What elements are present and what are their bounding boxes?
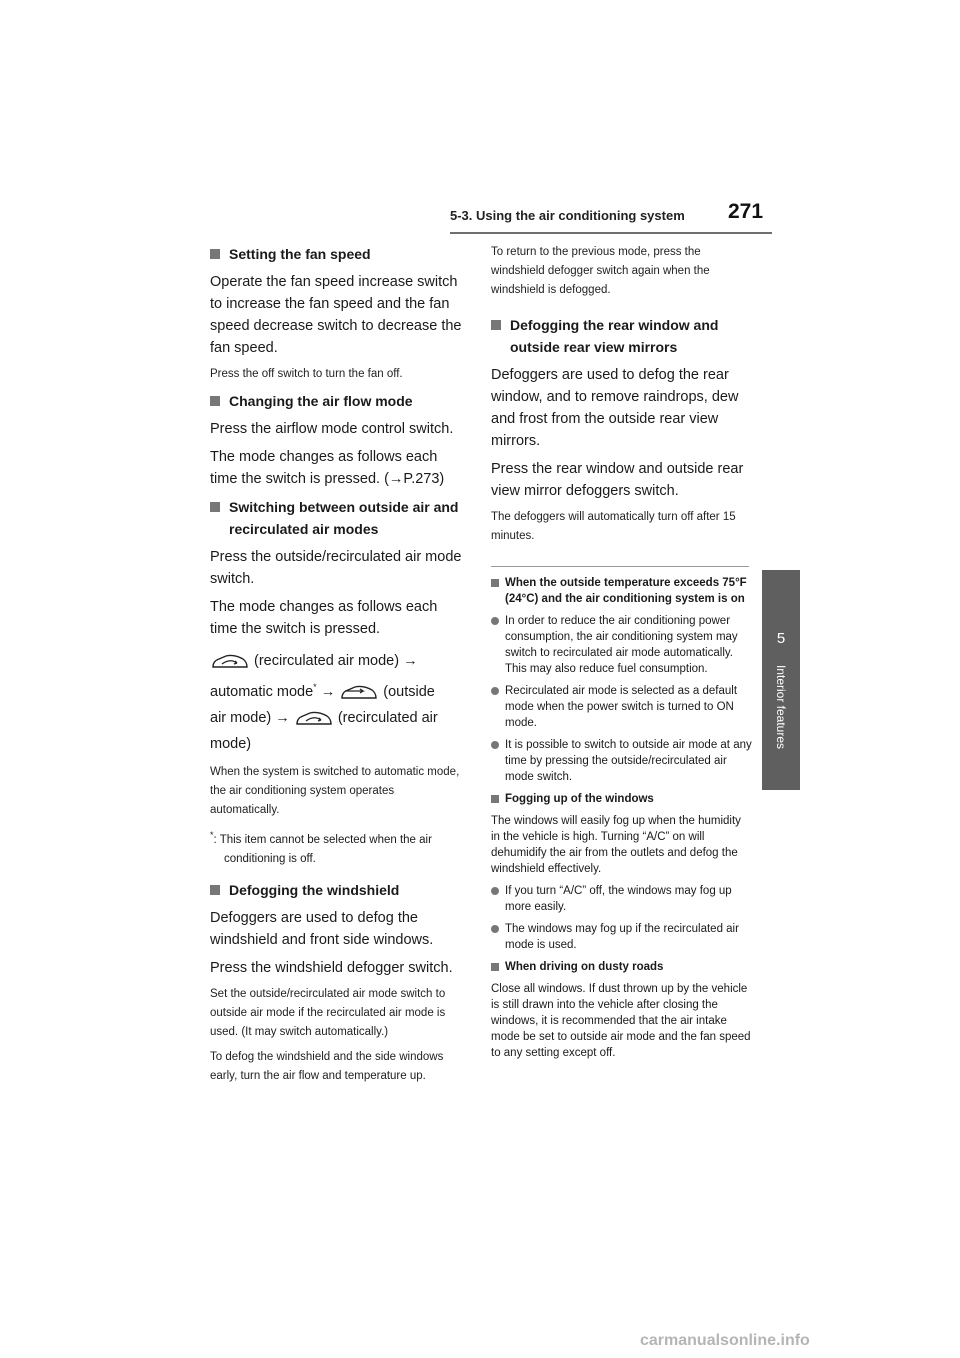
square-bullet-icon (491, 320, 501, 330)
square-bullet-icon (491, 795, 499, 803)
note-text: To return to the previous mode, press the windshield defogger switch again when the windshield is defogged. (491, 246, 710, 296)
note-heading: When the outside temperature exceeds 75°F (24°C) and the air conditioning system is on (491, 575, 753, 607)
note-paragraph: Close all windows. If dust thrown up by the vehicle is still drawn into the vehicle after closing the windows, it is recommended that the air intake mode be set to outside air mode and the fan speed to any setting except off. (491, 983, 751, 1059)
paragraph: Defoggers are used to defog the windshield and front side windows. (210, 909, 434, 948)
right-column (491, 243, 753, 1067)
note-text: When the system is switched to automatic mode, the air conditioning system operates automatically. (210, 765, 460, 816)
note-text: Press the off switch to turn the fan off. (210, 368, 403, 380)
note-paragraph: The windows will easily fog up when the humidity in the vehicle is high. Turning “A/C” on will dehumidify the air from the outlets and defog the windshield effectively. (491, 815, 741, 875)
paragraph: The mode changes as follows each time the switch is pressed. (→P.273) (210, 449, 445, 487)
paragraph: Press the windshield defogger switch. (210, 959, 453, 976)
chapter-number: 5 (776, 630, 786, 647)
bullet-item: In order to reduce the air conditioning power consumption, the air conditioning system may switch to recirculated air mode automatically. This may also reduce fuel consumption. (491, 613, 753, 677)
note-text: Set the outside/recirculated air mode switch to outside air mode if the recirculated air mode is used. (It may switch automatically.) (210, 987, 446, 1038)
paragraph: Press the outside/recirculated air mode switch. (210, 549, 462, 587)
watermark: carmanualsonline.info (640, 1332, 810, 1349)
defog-windshield-heading: Defogging the windshield (210, 879, 466, 901)
round-bullet-icon (491, 925, 499, 933)
paragraph: The mode changes as follows each time the switch is pressed. (210, 599, 438, 637)
header-divider (450, 232, 772, 234)
square-bullet-icon (210, 396, 220, 406)
note-heading: Fogging up of the windows (491, 791, 753, 807)
page-number: 271 (728, 200, 764, 223)
mode-sequence: (recirculated air mode) → automatic mode* → (outside air mode) → (recirculated air mode) (210, 653, 438, 752)
bullet-item: The windows may fog up if the recirculated air mode is used. (491, 921, 753, 953)
section-title: 5-3. Using the air conditioning system (450, 208, 685, 223)
paragraph: Press the rear window and outside rear view mirror defoggers switch. (491, 461, 744, 499)
recirculated-air-icon (294, 709, 334, 727)
paragraph: Press the airflow mode control switch. (210, 421, 454, 437)
fan-speed-heading: Setting the fan speed (210, 243, 466, 265)
air-flow-heading: Changing the air flow mode (210, 390, 466, 412)
bullet-item: It is possible to switch to outside air mode at any time by pressing the outside/recirculated air mode switch. (491, 737, 753, 785)
chapter-label: Interior features (774, 664, 788, 750)
outside-air-heading: Switching between outside air and recirculated air modes (210, 496, 466, 540)
note-text: To defog the windshield and the side windows early, turn the air flow and temperature up. (210, 1050, 444, 1082)
square-bullet-icon (210, 249, 220, 259)
notes-divider (491, 566, 749, 567)
outside-air-icon (339, 683, 379, 701)
square-bullet-icon (210, 885, 220, 895)
bullet-item: If you turn “A/C” off, the windows may fog up more easily. (491, 883, 753, 915)
round-bullet-icon (491, 687, 499, 695)
bullet-item: Recirculated air mode is selected as a default mode when the power switch is turned to ON mode. (491, 683, 753, 731)
round-bullet-icon (491, 617, 499, 625)
left-column (210, 243, 466, 1092)
square-bullet-icon (491, 579, 499, 587)
paragraph: Operate the fan speed increase switch to increase the fan speed and the fan speed decrease switch to decrease the fan speed. (210, 274, 462, 356)
note-heading: When driving on dusty roads (491, 959, 753, 975)
recirculated-air-icon (210, 652, 250, 670)
paragraph: Defoggers are used to defog the rear window, and to remove raindrops, dew and frost from the outside rear view mirrors. (491, 367, 739, 449)
round-bullet-icon (491, 887, 499, 895)
square-bullet-icon (210, 502, 220, 512)
footnote: *: This item cannot be selected when the air conditioning is off. (210, 829, 432, 865)
round-bullet-icon (491, 741, 499, 749)
square-bullet-icon (491, 963, 499, 971)
defog-rear-heading: Defogging the rear window and outside rear view mirrors (491, 314, 753, 358)
note-text: The defoggers will automatically turn off after 15 minutes. (491, 511, 736, 542)
